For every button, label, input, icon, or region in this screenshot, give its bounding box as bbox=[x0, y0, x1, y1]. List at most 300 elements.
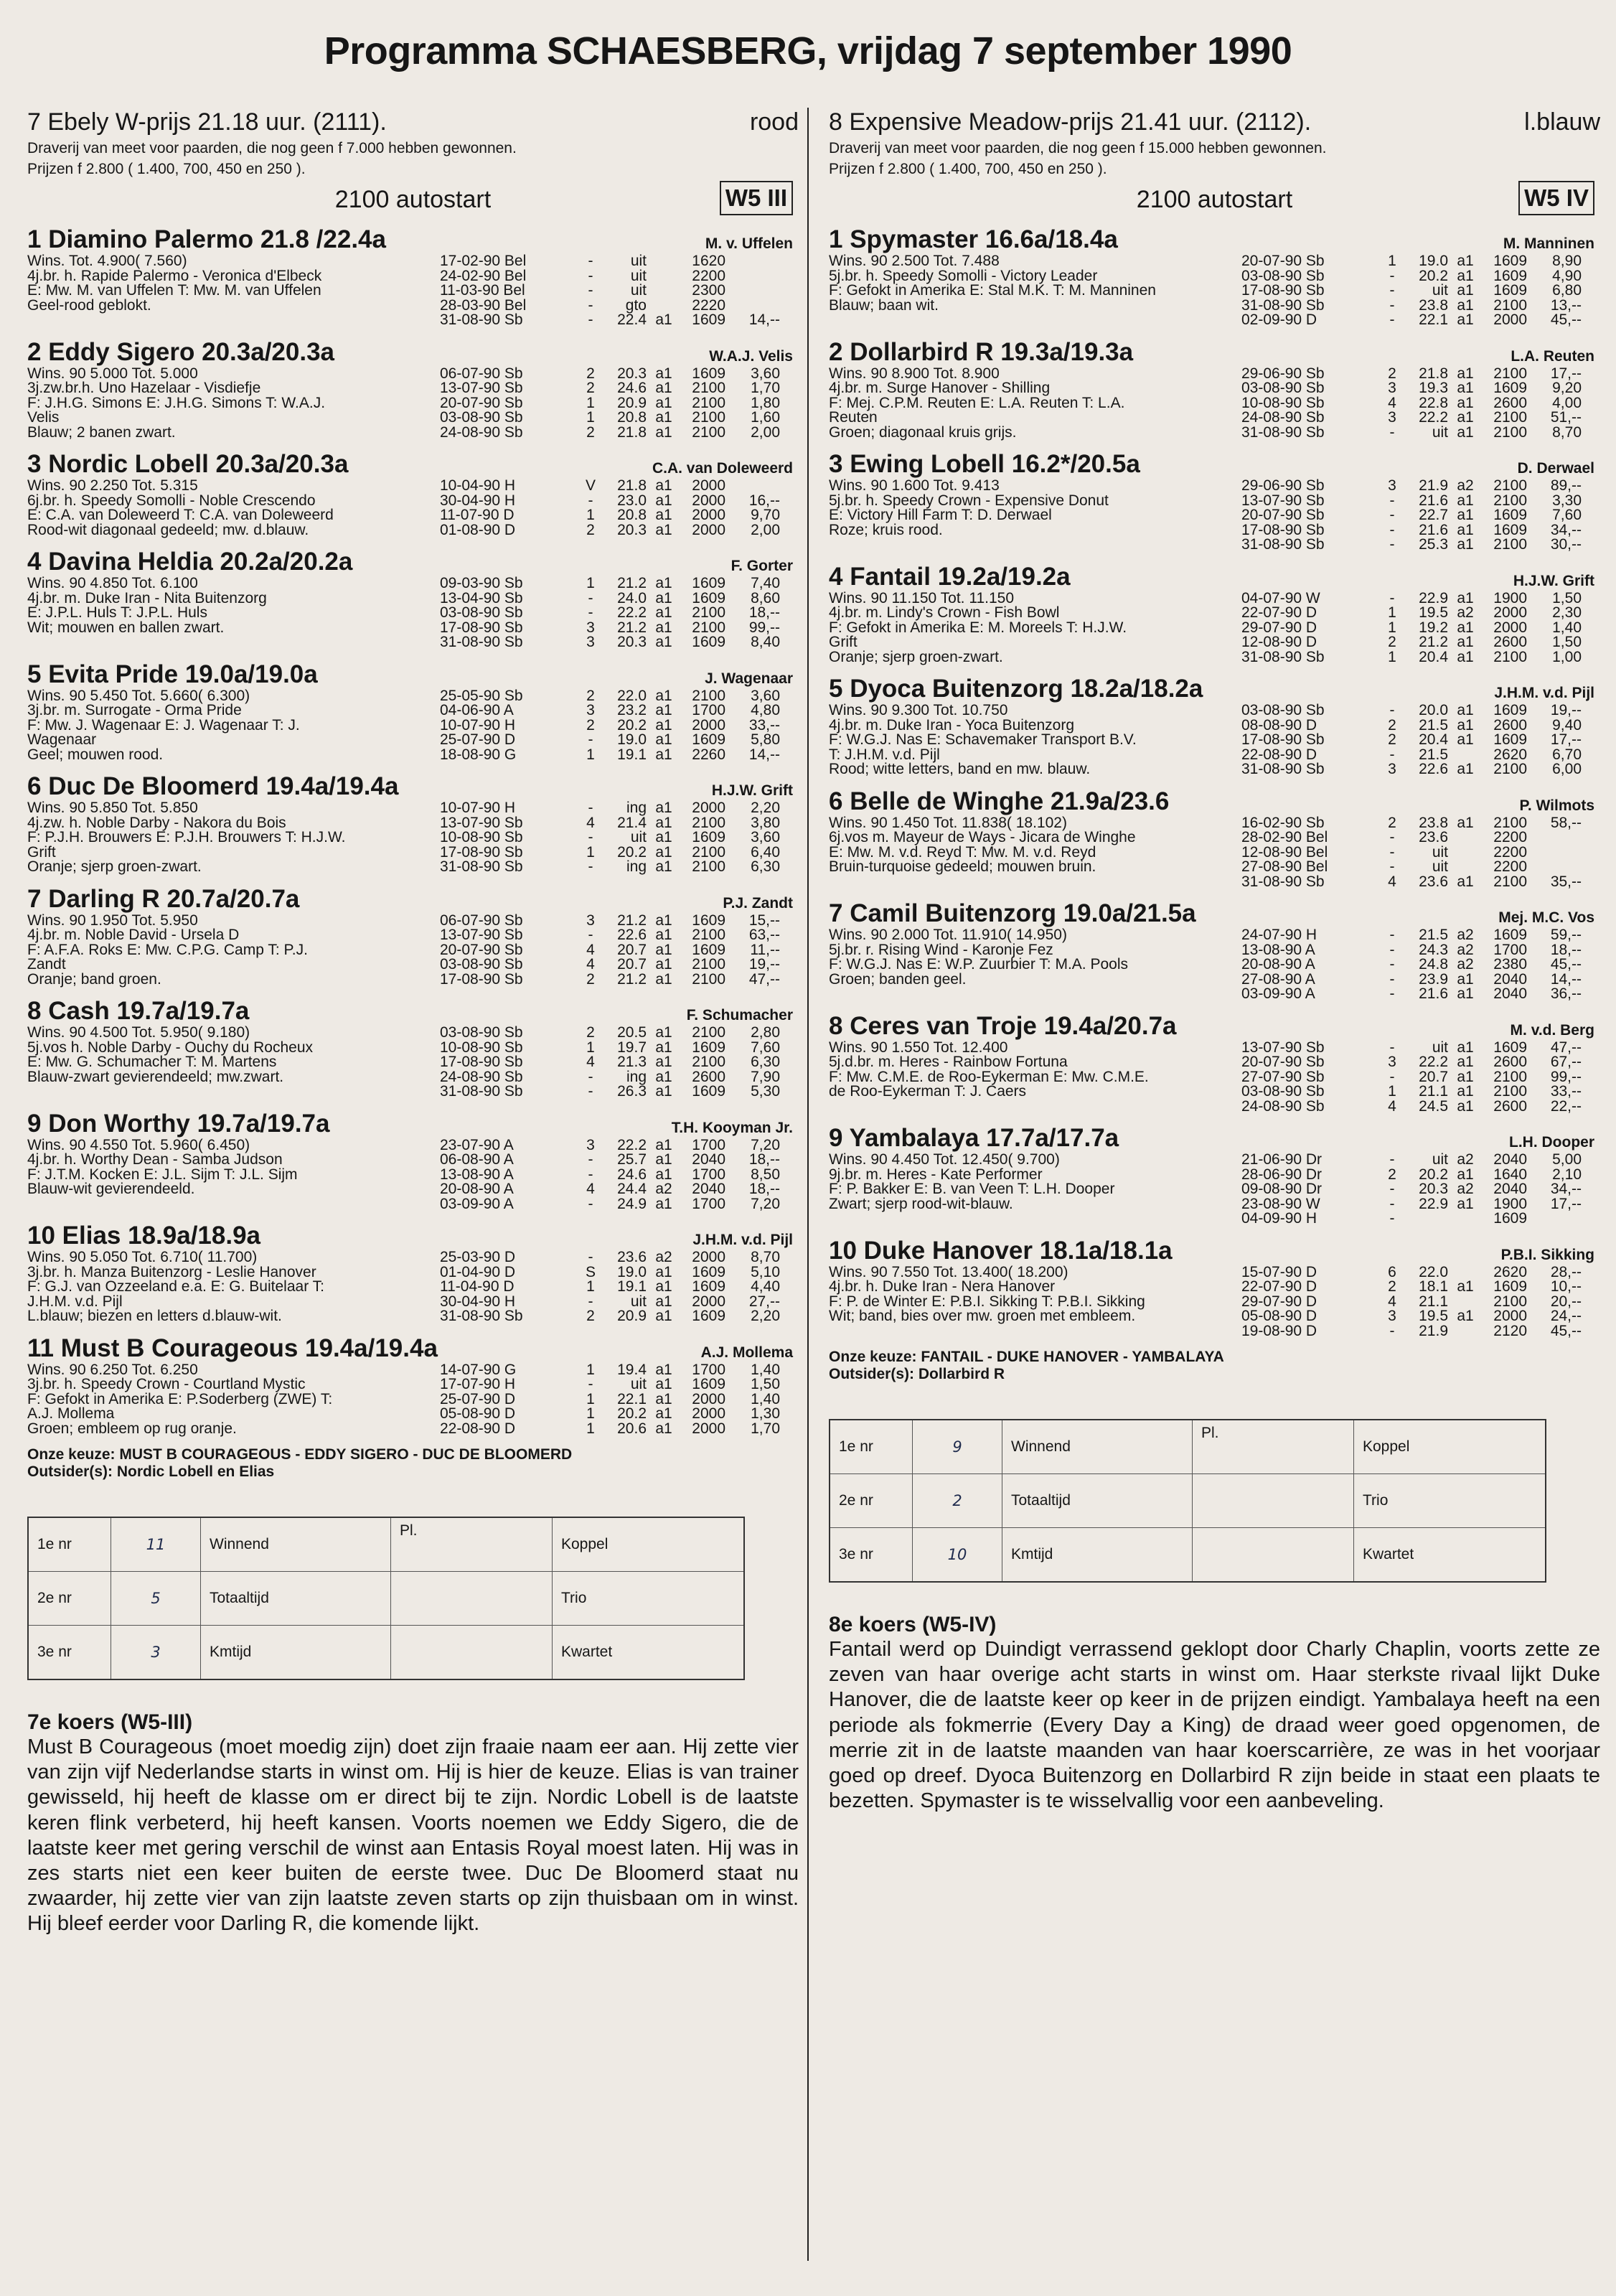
form-cell: a1 bbox=[655, 409, 672, 426]
horse-title: 8 Ceres van Troje 19.4a/20.7a bbox=[829, 1011, 1177, 1040]
form-cell: - bbox=[1389, 1195, 1395, 1212]
form-cell: 03-08-90 Sb bbox=[440, 1024, 523, 1041]
race-name: 7 Ebely W-prijs 21.18 uur. (2111). bbox=[27, 108, 387, 136]
form-cell: 16-02-90 Sb bbox=[1241, 814, 1325, 831]
form-cell: a1 bbox=[655, 927, 672, 943]
form-cell: 20,-- bbox=[1550, 1293, 1582, 1310]
horse-info bbox=[27, 801, 440, 875]
form-cell: a1 bbox=[1457, 970, 1474, 988]
our-pick: Onze keuze: FANTAIL - DUKE HANOVER - YAMBALAYA bbox=[829, 1349, 1224, 1365]
form-cell: a1 bbox=[1457, 1054, 1474, 1070]
form-cell: 2100 bbox=[1493, 477, 1527, 494]
form-row bbox=[1241, 987, 1582, 1002]
form-cell: 2100 bbox=[692, 423, 725, 441]
form-row bbox=[440, 1041, 780, 1056]
horse-info-line: F: Gefokt in Amerika E: M. Moreels T: H.J.W. bbox=[829, 619, 1127, 636]
form-cell: 2,00 bbox=[751, 423, 780, 441]
race-color: l.blauw bbox=[1524, 108, 1600, 136]
form-cell: a1 bbox=[1457, 1166, 1474, 1183]
form-row bbox=[440, 621, 780, 636]
form-cell: 5,80 bbox=[751, 731, 780, 748]
form-row bbox=[1241, 426, 1582, 441]
form-cell: 2000 bbox=[1493, 604, 1527, 621]
form-row bbox=[440, 635, 780, 650]
form-cell: a1 bbox=[1457, 1097, 1474, 1115]
form-cell: 2 bbox=[586, 1308, 595, 1324]
form-cell: - bbox=[588, 1151, 593, 1168]
horse-form-table bbox=[440, 1363, 780, 1437]
form-cell: 7,40 bbox=[751, 575, 780, 591]
horse-info bbox=[27, 689, 440, 763]
form-cell: 31-08-90 Sb bbox=[1241, 873, 1325, 890]
form-cell: a1 bbox=[655, 1405, 672, 1422]
result-place: Pl. bbox=[1193, 1420, 1354, 1474]
form-cell: 20.7 bbox=[617, 956, 647, 973]
form-cell: 1,40 bbox=[751, 1361, 780, 1378]
horse-entry bbox=[829, 1124, 1600, 1227]
form-cell: 29-06-90 Sb bbox=[1241, 477, 1325, 494]
form-cell: 19.7 bbox=[617, 1039, 647, 1056]
horse-info-line: Wins. 90 5.050 Tot. 6.710( 11.700) bbox=[27, 1249, 258, 1265]
race-header bbox=[829, 108, 1600, 136]
horse-entry bbox=[27, 1222, 799, 1324]
form-cell: 1609 bbox=[1493, 267, 1527, 284]
form-cell: uit bbox=[1432, 423, 1448, 441]
horse-info-line: F: Gefokt in Amerika E: Stal M.K. T: M. Manninen bbox=[829, 282, 1156, 299]
form-cell: 1640 bbox=[1493, 1166, 1527, 1183]
form-cell: 1609 bbox=[692, 941, 725, 958]
form-cell: 2,20 bbox=[751, 1308, 780, 1324]
horse-info bbox=[27, 1138, 440, 1212]
form-cell: 2 bbox=[1388, 716, 1396, 734]
form-cell: 22.9 bbox=[1419, 589, 1448, 606]
form-cell: 24-07-90 H bbox=[1241, 927, 1317, 943]
horse-info bbox=[829, 367, 1241, 441]
form-cell bbox=[725, 479, 780, 494]
form-cell: 2040 bbox=[692, 1181, 725, 1197]
form-cell bbox=[1448, 1295, 1483, 1310]
form-cell: a1 bbox=[655, 941, 672, 958]
horse-info-line: Roze; kruis rood. bbox=[829, 521, 943, 538]
form-row bbox=[440, 1377, 780, 1392]
form-cell: 2 bbox=[586, 1024, 595, 1041]
form-cell: a1 bbox=[1457, 507, 1474, 523]
form-row bbox=[1241, 606, 1582, 621]
form-cell: - bbox=[1389, 858, 1395, 875]
form-row bbox=[1241, 1280, 1582, 1295]
form-cell: 2,10 bbox=[1552, 1166, 1582, 1183]
horse-trainer: F. Gorter bbox=[731, 558, 793, 574]
form-cell: 6,80 bbox=[1552, 282, 1582, 299]
form-row bbox=[1241, 381, 1582, 396]
form-row bbox=[440, 381, 780, 396]
form-cell: 20-07-90 Sb bbox=[1241, 253, 1325, 269]
form-cell: a2 bbox=[1457, 927, 1474, 943]
form-cell: a1 bbox=[655, 1039, 672, 1056]
form-row bbox=[440, 860, 780, 875]
form-cell: 31-08-90 Sb bbox=[1241, 761, 1325, 777]
horse-info-line: F: G.J. van Ozzeeland e.a. E: G. Buitelaar T: bbox=[27, 1278, 324, 1295]
form-cell: - bbox=[588, 829, 593, 845]
form-cell: - bbox=[1389, 702, 1395, 718]
form-cell: 17-08-90 Sb bbox=[1241, 282, 1325, 299]
form-cell: 13-08-90 A bbox=[1241, 941, 1315, 958]
horse-form-table bbox=[1241, 367, 1582, 441]
form-cell: - bbox=[1389, 1039, 1395, 1056]
form-cell: 10-08-90 Sb bbox=[1241, 394, 1325, 411]
horse-info-line: Wit; band, bies over mw. groen met embleem. bbox=[829, 1308, 1136, 1324]
form-cell: a1 bbox=[655, 1376, 672, 1392]
form-cell: 9,40 bbox=[1552, 716, 1582, 734]
form-cell: 21.2 bbox=[617, 912, 647, 929]
form-cell: uit bbox=[630, 1293, 647, 1310]
form-cell: 23-07-90 A bbox=[440, 1136, 514, 1153]
horse-info-line: 4j.br. h. Worthy Dean - Samba Judson bbox=[27, 1151, 283, 1168]
form-row bbox=[1241, 1309, 1582, 1324]
horse-info-line: 5j.br. r. Rising Wind - Karonje Fez bbox=[829, 941, 1053, 958]
form-row bbox=[440, 591, 780, 606]
form-cell: 19-08-90 D bbox=[1241, 1322, 1317, 1339]
horse-trainer: J.H.M. v.d. Pijl bbox=[1494, 685, 1594, 701]
form-cell bbox=[647, 269, 681, 284]
form-cell: gto bbox=[625, 296, 647, 314]
form-cell: 28-06-90 Dr bbox=[1241, 1166, 1323, 1183]
form-cell: 31-08-90 Sb bbox=[1241, 536, 1325, 553]
form-cell: 2100 bbox=[1493, 1068, 1527, 1085]
form-row bbox=[1241, 1324, 1582, 1339]
form-cell: 24.5 bbox=[1419, 1097, 1448, 1115]
form-cell: a1 bbox=[655, 731, 672, 748]
form-row bbox=[1241, 816, 1582, 831]
form-row bbox=[440, 1407, 780, 1422]
form-cell: 23.8 bbox=[1419, 814, 1448, 831]
form-cell: 19.0 bbox=[617, 1263, 647, 1280]
horse-info-line: F: Gefokt in Amerika E: P.Soderberg (ZWE) T: bbox=[27, 1390, 333, 1407]
form-cell: 31-08-90 Sb bbox=[1241, 423, 1325, 441]
form-row bbox=[440, 299, 780, 314]
horse-body bbox=[27, 254, 799, 328]
form-cell: 20.0 bbox=[1419, 702, 1448, 718]
form-cell: a1 bbox=[1457, 648, 1474, 665]
horse-info-line: Wins. 90 1.550 Tot. 12.400 bbox=[829, 1039, 1008, 1056]
form-row bbox=[440, 1153, 780, 1168]
horse-info-line: F: Mw. J. Wagenaar E: J. Wagenaar T: J. bbox=[27, 716, 300, 734]
form-cell: 22-07-90 D bbox=[1241, 604, 1317, 621]
result-position-label: 3e nr bbox=[28, 1626, 111, 1680]
spacer bbox=[829, 1383, 1600, 1419]
horse-trainer: D. Derwael bbox=[1517, 460, 1594, 477]
form-cell: 10-07-90 H bbox=[440, 800, 516, 816]
form-cell: 20.2 bbox=[1419, 267, 1448, 284]
form-cell: 10-04-90 H bbox=[440, 477, 516, 494]
result-row bbox=[830, 1420, 1546, 1474]
form-cell: - bbox=[588, 731, 593, 748]
form-cell: 1609 bbox=[692, 1039, 725, 1056]
form-cell: a2 bbox=[1457, 1181, 1474, 1197]
form-cell: 22-07-90 D bbox=[1241, 1278, 1317, 1295]
form-cell: 03-08-90 Sb bbox=[1241, 380, 1325, 396]
form-cell: 03-09-90 A bbox=[1241, 985, 1315, 1002]
form-cell: 45,-- bbox=[1550, 311, 1582, 328]
form-row bbox=[440, 523, 780, 538]
form-cell: 06-08-90 A bbox=[440, 1151, 514, 1168]
horse-info-line: Zwart; sjerp rood-wit-blauw. bbox=[829, 1195, 1013, 1212]
form-cell: 27-07-90 Sb bbox=[1241, 1068, 1325, 1085]
form-cell: 24-02-90 Bel bbox=[440, 267, 527, 284]
spacer bbox=[27, 1680, 799, 1710]
form-cell: 1609 bbox=[1493, 507, 1527, 523]
race-distance: 2100 autostart bbox=[334, 186, 492, 213]
form-cell: 1700 bbox=[692, 1361, 725, 1378]
form-cell: 8,90 bbox=[1552, 253, 1582, 269]
form-row bbox=[440, 284, 780, 299]
result-box bbox=[27, 1517, 745, 1680]
form-cell: 24,-- bbox=[1550, 1308, 1582, 1324]
form-cell: 1620 bbox=[692, 253, 725, 269]
horse-entry bbox=[27, 338, 799, 441]
horse-info-line: Wins. 90 1.600 Tot. 9.413 bbox=[829, 477, 1000, 494]
form-cell: 1 bbox=[1388, 253, 1396, 269]
form-cell: 01-08-90 D bbox=[440, 521, 516, 538]
form-row bbox=[440, 508, 780, 523]
form-cell: uit bbox=[630, 1376, 647, 1392]
result-type-label: Winnend bbox=[201, 1517, 391, 1572]
form-cell: - bbox=[588, 1293, 593, 1310]
form-cell: 25-07-90 D bbox=[440, 731, 516, 748]
result-position-label: 2e nr bbox=[28, 1572, 111, 1626]
form-cell: 03-08-90 Sb bbox=[1241, 267, 1325, 284]
form-cell: 8,60 bbox=[751, 589, 780, 606]
form-cell: 31-08-90 Sb bbox=[440, 858, 523, 875]
result-bet-label: Koppel bbox=[1354, 1420, 1546, 1474]
form-cell: 25-07-90 D bbox=[440, 1390, 516, 1407]
form-cell: 1609 bbox=[692, 829, 725, 845]
form-cell bbox=[1448, 845, 1483, 861]
form-cell: uit bbox=[1432, 282, 1448, 299]
form-cell: 2100 bbox=[1493, 873, 1527, 890]
horse-body bbox=[829, 479, 1600, 553]
horse-info-line: 4j.zw. h. Noble Darby - Nakora du Bois bbox=[27, 814, 286, 831]
form-cell: 1609 bbox=[1493, 1210, 1527, 1227]
form-cell: 2100 bbox=[692, 843, 725, 861]
form-cell: 27-08-90 A bbox=[1241, 970, 1315, 988]
form-cell: 1609 bbox=[1493, 1278, 1527, 1295]
horse-entry bbox=[27, 1334, 799, 1437]
comment-title: 7e koers (W5-III) bbox=[27, 1710, 193, 1734]
form-row bbox=[1241, 299, 1582, 314]
horse-info-line: 3j.br. m. Surrogate - Orma Pride bbox=[27, 702, 242, 718]
form-cell: 2000 bbox=[692, 1390, 725, 1407]
horse-info-line: E: Victory Hill Farm T: D. Derwael bbox=[829, 507, 1052, 523]
form-row bbox=[440, 1250, 780, 1265]
form-cell: 22.6 bbox=[1419, 761, 1448, 777]
form-cell: a1 bbox=[1457, 267, 1474, 284]
form-cell: 21.5 bbox=[1419, 927, 1448, 943]
horse-body bbox=[829, 1153, 1600, 1227]
form-cell: 1609 bbox=[692, 1278, 725, 1295]
form-cell: 19.1 bbox=[617, 746, 647, 763]
form-cell: 20.3 bbox=[617, 365, 647, 382]
form-cell: 24-08-90 Sb bbox=[440, 1068, 523, 1085]
form-cell: - bbox=[1389, 521, 1395, 538]
form-row bbox=[440, 1309, 780, 1324]
form-cell: 21.8 bbox=[617, 477, 647, 494]
form-cell: 2 bbox=[586, 423, 595, 441]
form-cell: 19.4 bbox=[617, 1361, 647, 1378]
horse-info-line: 3j.br. h. Manza Buitenzorg - Leslie Hanover bbox=[27, 1263, 316, 1280]
horse-form-table bbox=[1241, 816, 1582, 890]
horse-title: 10 Elias 18.9a/18.9a bbox=[27, 1222, 260, 1250]
horse-info-line: F: P. Bakker E: B. van Veen T: L.H. Dooper bbox=[829, 1181, 1115, 1197]
horse-info-line: 6j.br. h. Speedy Somolli - Noble Crescendo bbox=[27, 492, 316, 509]
form-cell: 1,40 bbox=[751, 1390, 780, 1407]
form-cell: 20-07-90 Sb bbox=[1241, 1054, 1325, 1070]
form-cell: a1 bbox=[1457, 365, 1474, 382]
form-cell: 2600 bbox=[1493, 1097, 1527, 1115]
form-cell: 1700 bbox=[692, 1166, 725, 1183]
form-cell: 11-03-90 Bel bbox=[440, 282, 525, 299]
horse-info-line: Blauw-zwart gevierendeeld; mw.zwart. bbox=[27, 1068, 284, 1085]
form-cell: 9,70 bbox=[751, 507, 780, 523]
form-cell: 2600 bbox=[1493, 716, 1527, 734]
form-cell: 20.2 bbox=[617, 716, 647, 734]
horse-info-line: 5j.br. h. Speedy Somolli - Victory Leader bbox=[829, 267, 1098, 284]
form-cell: 2000 bbox=[692, 1249, 725, 1265]
race-conditions: Draverij van meet voor paarden, die nog geen f 15.000 hebben gewonnen. bbox=[829, 140, 1327, 156]
horse-form-table bbox=[1241, 254, 1582, 328]
form-cell: 36,-- bbox=[1550, 985, 1582, 1002]
form-row bbox=[440, 1084, 780, 1100]
form-cell: 25.3 bbox=[1419, 536, 1448, 553]
form-cell: 29-07-90 D bbox=[1241, 1293, 1317, 1310]
form-cell: 30-04-90 H bbox=[440, 1293, 516, 1310]
form-cell: 4,40 bbox=[751, 1278, 780, 1295]
form-cell: 17-08-90 Sb bbox=[440, 843, 523, 861]
form-cell: ing bbox=[626, 800, 647, 816]
form-cell: 22.7 bbox=[1419, 507, 1448, 523]
form-row bbox=[440, 1138, 780, 1153]
form-cell: 25-05-90 Sb bbox=[440, 687, 523, 704]
horse-title: 2 Eddy Sigero 20.3a/20.3a bbox=[27, 337, 335, 366]
form-cell: - bbox=[588, 858, 593, 875]
form-cell: 09-08-90 Dr bbox=[1241, 1181, 1323, 1197]
horse-info bbox=[27, 1026, 440, 1100]
horse-form-table bbox=[440, 479, 780, 538]
form-cell: 22.0 bbox=[1419, 1263, 1448, 1280]
form-row bbox=[440, 313, 780, 328]
form-cell: 29-07-90 D bbox=[1241, 619, 1317, 636]
form-cell: 1,70 bbox=[751, 1420, 780, 1437]
form-cell: 3 bbox=[1388, 1054, 1396, 1070]
horse-info-line: Wagenaar bbox=[27, 731, 97, 748]
form-cell: 31-08-90 Sb bbox=[440, 1083, 523, 1100]
horse-body bbox=[829, 367, 1600, 441]
comment-title: 8e koers (W5-IV) bbox=[829, 1613, 997, 1636]
form-cell: a1 bbox=[655, 1151, 672, 1168]
form-cell: a1 bbox=[1457, 394, 1474, 411]
result-bet-label: Trio bbox=[553, 1572, 745, 1626]
horse-info-line: 4j.br. m. Surge Hanover - Shilling bbox=[829, 380, 1051, 396]
horse-body bbox=[27, 1250, 799, 1324]
form-cell: 28-03-90 Bel bbox=[440, 296, 527, 314]
form-cell: 2100 bbox=[692, 927, 725, 943]
form-cell: 4 bbox=[1388, 1097, 1396, 1115]
horse-title: 7 Darling R 20.7a/20.7a bbox=[27, 884, 300, 913]
form-cell: a1 bbox=[1457, 282, 1474, 299]
form-cell: 14,-- bbox=[1550, 970, 1582, 988]
form-row bbox=[1241, 1265, 1582, 1280]
result-box bbox=[829, 1419, 1546, 1583]
spacer bbox=[829, 1583, 1600, 1613]
form-cell bbox=[647, 299, 681, 314]
horse-trainer: A.J. Mollema bbox=[700, 1344, 793, 1361]
form-cell: 13-07-90 Sb bbox=[440, 814, 523, 831]
form-row bbox=[1241, 591, 1582, 606]
handwritten-number: 3 bbox=[111, 1626, 201, 1680]
form-row bbox=[440, 1055, 780, 1070]
horse-trainer: M. Manninen bbox=[1503, 235, 1594, 252]
form-cell: 8,70 bbox=[1552, 423, 1582, 441]
form-row bbox=[1241, 1070, 1582, 1085]
horse-info-line: Groen; embleem op rug oranje. bbox=[27, 1420, 237, 1437]
form-row bbox=[440, 1295, 780, 1310]
horse-trainer: M. v. Uffelen bbox=[705, 235, 793, 252]
form-cell: V bbox=[585, 477, 596, 494]
form-cell: 20.3 bbox=[617, 521, 647, 538]
form-cell: a1 bbox=[655, 970, 672, 988]
form-cell: a1 bbox=[655, 380, 672, 396]
form-cell: 2000 bbox=[1493, 1308, 1527, 1324]
form-cell: 21.8 bbox=[1419, 365, 1448, 382]
form-cell: 3 bbox=[586, 634, 595, 650]
horse-body bbox=[27, 479, 799, 538]
form-cell: 99,-- bbox=[748, 619, 780, 636]
form-cell: 2100 bbox=[1493, 492, 1527, 509]
horse-trainer: C.A. van Doleweerd bbox=[652, 460, 793, 477]
form-cell: 2300 bbox=[692, 282, 725, 299]
form-cell: 1 bbox=[586, 394, 595, 411]
form-cell: 13-07-90 Sb bbox=[1241, 1039, 1325, 1056]
form-cell: 6 bbox=[1388, 1263, 1396, 1280]
form-cell: 31-08-90 Sb bbox=[1241, 296, 1325, 314]
form-row bbox=[1241, 313, 1582, 328]
form-row bbox=[440, 269, 780, 284]
form-cell: 2100 bbox=[1493, 365, 1527, 382]
form-cell: 21.3 bbox=[617, 1054, 647, 1070]
form-cell: 24-08-90 Sb bbox=[440, 423, 523, 441]
form-cell: 13-07-90 Sb bbox=[1241, 492, 1325, 509]
form-cell: a1 bbox=[655, 507, 672, 523]
result-type-label: Kmtijd bbox=[201, 1626, 391, 1680]
form-cell: a1 bbox=[655, 814, 672, 831]
form-cell: 1 bbox=[586, 575, 595, 591]
form-cell: 45,-- bbox=[1550, 1322, 1582, 1339]
form-cell: a1 bbox=[655, 1361, 672, 1378]
form-cell: 21.4 bbox=[617, 814, 647, 831]
form-cell: 4 bbox=[586, 941, 595, 958]
form-cell: 23-08-90 W bbox=[1241, 1195, 1320, 1212]
form-cell: 1609 bbox=[692, 311, 725, 328]
form-cell: 14-07-90 G bbox=[440, 1361, 517, 1378]
form-cell: 01-04-90 D bbox=[440, 1263, 516, 1280]
form-cell: - bbox=[588, 253, 593, 269]
form-cell: 67,-- bbox=[1550, 1054, 1582, 1070]
horse-body bbox=[27, 367, 799, 441]
form-cell: 12-08-90 Bel bbox=[1241, 843, 1328, 861]
form-row bbox=[440, 1026, 780, 1041]
form-row bbox=[1241, 523, 1582, 538]
horse-info bbox=[829, 703, 1241, 777]
